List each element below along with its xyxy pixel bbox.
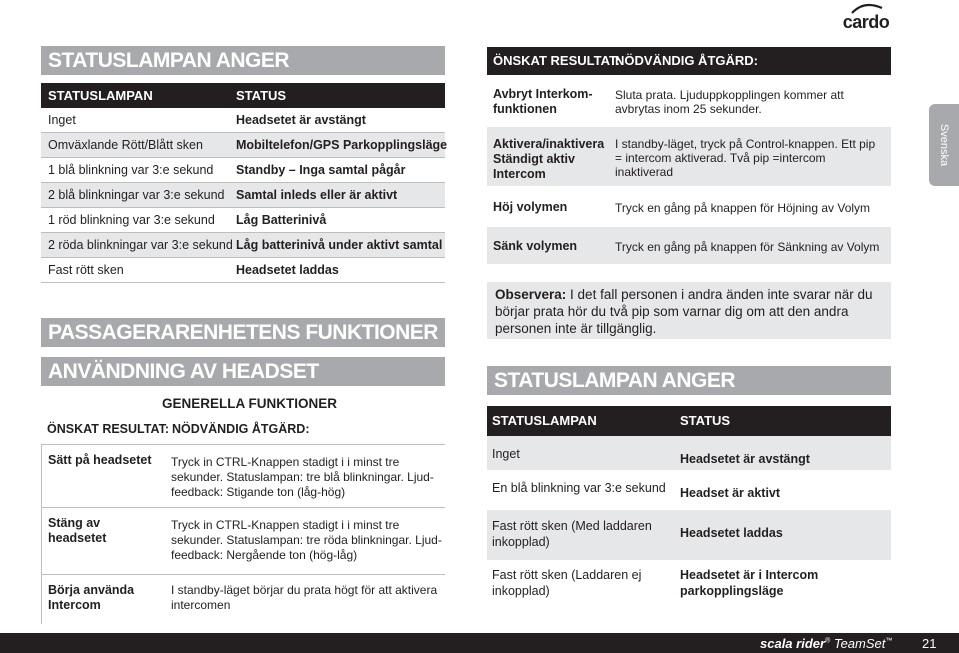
- page-footer: [0, 633, 959, 653]
- note-label: Observera:: [495, 287, 567, 302]
- function-row: [41, 574, 445, 622]
- status-cell: Headset är aktivt: [680, 486, 781, 500]
- status-cell: Headsetet laddas: [680, 526, 783, 540]
- result-cell: Stäng av headsetet: [48, 516, 107, 545]
- action-cell: Tryck en gång på knappen för Sänkning av Volym: [615, 240, 880, 254]
- lamp-cell: 2 blå blinkningar var 3:e sekund: [48, 188, 225, 202]
- status-cell: Låg batterinivå under aktivt samtal: [236, 238, 443, 252]
- page-number: 21: [922, 636, 937, 651]
- status-row: [487, 560, 891, 600]
- language-label: Svenska: [938, 123, 950, 167]
- status-cell: Låg Batterinivå: [236, 213, 327, 227]
- passenger-functions-title: PASSAGERARENHETENS FUNKTIONER: [41, 318, 445, 347]
- action-cell: I standby-läget, tryck på Control-knappen. Ett pip = intercom aktiverad. Två pip =intercom inaktiverad: [615, 137, 876, 179]
- action-row: [487, 187, 891, 227]
- brand-registered: ®: [825, 637, 831, 645]
- status-cell: Headsetet laddas: [236, 263, 339, 277]
- action-cell: Tryck in CTRL-Knappen stadigt i i minst tre sekunder. Statuslampan: tre röda blinkningar. Ljud-feedback: Nergående ton (hög-låg): [171, 518, 442, 562]
- status-row: [487, 510, 891, 560]
- lamp-cell: 1 röd blinkning var 3:e sekund: [48, 213, 215, 227]
- result-cell: Sänk volymen: [493, 239, 578, 253]
- table-row: [41, 158, 445, 183]
- header-required-action: NÖDVÄNDIG ÅTGÄRD:: [615, 53, 758, 68]
- left-status-table-header: [41, 83, 445, 108]
- result-cell: Aktivera/inaktivera Ständigt aktiv Intercom: [493, 137, 605, 181]
- function-row: [41, 507, 445, 569]
- status-cell: Standby – Inga samtal pågår: [236, 163, 406, 177]
- left-status-title: STATUSLAMPAN ANGER: [41, 46, 445, 75]
- header-status: STATUS: [236, 88, 287, 103]
- result-cell: Höj volymen: [493, 200, 568, 214]
- lamp-cell: Fast rött sken (Laddaren ej inkopplad): [492, 568, 642, 598]
- status-cell: Headsetet är avstängt: [236, 113, 366, 127]
- lamp-cell: Omväxlande Rött/Blått sken: [48, 138, 203, 152]
- status-cell: Mobiltelefon/GPS Parkopplingsläge: [236, 138, 448, 152]
- lamp-cell: Inget: [48, 113, 76, 127]
- action-row: [487, 75, 891, 127]
- right-status-title: STATUSLAMPAN ANGER: [487, 366, 891, 395]
- lamp-cell: Fast rött sken: [48, 263, 124, 277]
- headset-usage-title: ANVÄNDNING AV HEADSET: [41, 357, 445, 386]
- status-cell: Headsetet är avstängt: [680, 452, 810, 466]
- status-row: [487, 470, 891, 510]
- lamp-cell: En blå blinkning var 3:e sekund: [492, 481, 666, 495]
- function-row: [41, 444, 445, 506]
- lamp-cell: Inget: [492, 447, 520, 461]
- status-cell: Headsetet är i Intercom parkopplingsläge: [680, 568, 819, 598]
- lamp-cell: 2 röda blinkningar var 3:e sekund: [48, 238, 233, 252]
- table-row: [41, 108, 445, 133]
- table-row: [41, 233, 445, 258]
- header-desired-result: ÖNSKAT RESULTAT:: [47, 422, 169, 436]
- action-cell: Tryck en gång på knappen för Höjning av Volym: [615, 201, 871, 215]
- brand-rest: TeamSet: [830, 636, 886, 651]
- table-row: [41, 183, 445, 208]
- logo-text: cardo: [842, 12, 890, 32]
- footer-brand: [760, 636, 892, 651]
- right-status-header: [487, 406, 891, 436]
- header-desired-result: ÖNSKAT RESULTAT:: [493, 53, 620, 68]
- status-cell: Samtal inleds eller är aktivt: [236, 188, 398, 202]
- cardo-logo: [842, 2, 890, 32]
- action-cell: Sluta prata. Ljuduppkopplingen kommer att avbrytas inom 25 sekunder.: [615, 88, 844, 116]
- header-statuslampan: STATUSLAMPAN: [492, 413, 597, 428]
- action-row: [487, 127, 891, 187]
- lamp-cell: 1 blå blinkning var 3:e sekund: [48, 163, 214, 177]
- header-required-action: NÖDVÄNDIG ÅTGÄRD:: [172, 422, 310, 436]
- status-row: [487, 436, 891, 470]
- result-cell: Börja använda Intercom: [48, 583, 135, 612]
- action-row: [487, 227, 891, 265]
- table-row: [41, 133, 448, 158]
- observe-note: [487, 282, 891, 339]
- right-table-header: [487, 47, 891, 75]
- header-status: STATUS: [680, 413, 731, 428]
- result-cell: Sätt på headsetet: [48, 453, 152, 467]
- action-cell: Tryck in CTRL-Knappen stadigt i i minst tre sekunder. Statuslampan: tre blå blinkningar. Ljud-feedback: Stigande ton (låg-hög): [171, 455, 434, 499]
- general-functions-title: GENERELLA FUNKTIONER: [162, 396, 337, 411]
- table-row: [41, 258, 445, 283]
- brand-trademark: ™: [885, 637, 893, 645]
- table-left-border: [41, 444, 42, 624]
- lamp-cell: Fast rött sken (Med laddaren inkopplad): [492, 519, 652, 549]
- result-cell: Avbryt Interkom-funktionen: [493, 87, 593, 116]
- note-text: I det fall personen i andra änden inte svarar när du börjar prata hör du två pip som varnar dig om att den andra personen inte är tillgänglig.: [495, 287, 873, 336]
- action-cell: I standby-läget börjar du prata högt för att aktivera intercomen: [171, 583, 438, 612]
- header-statuslampan: STATUSLAMPAN: [48, 88, 153, 103]
- table-row: [41, 208, 445, 233]
- language-side-tab: [929, 104, 959, 186]
- brand-bold: scala rider: [760, 636, 826, 651]
